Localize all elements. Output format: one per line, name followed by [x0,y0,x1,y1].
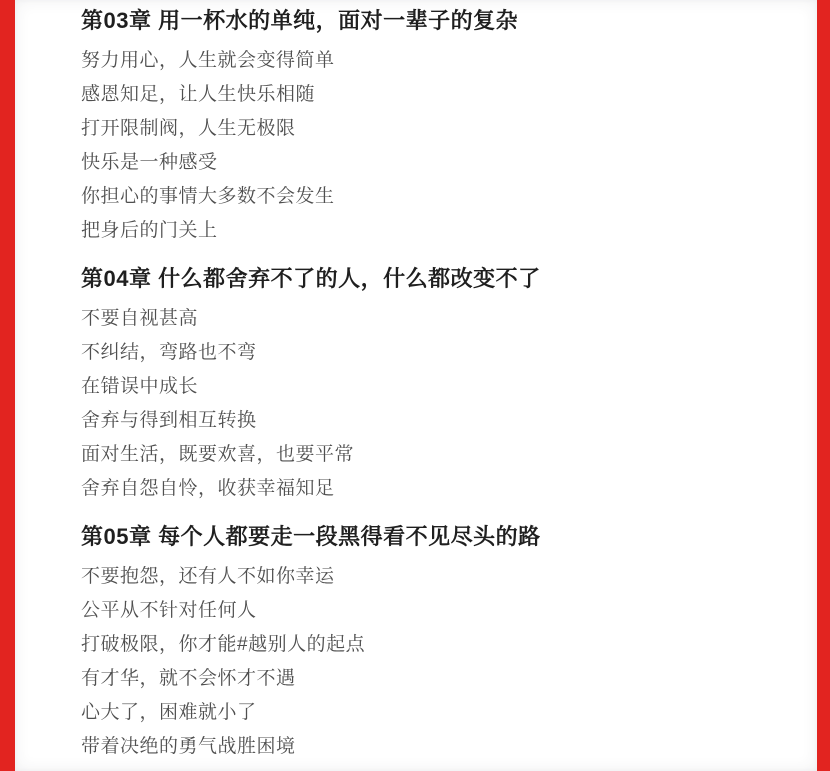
chapter-section-03 [81,5,793,248]
right-red-sidebar [817,0,830,771]
toc-item: 不要自视甚高 [81,308,199,329]
toc-item: 努力用心，人生就会变得简单 [81,50,335,71]
toc-item: 有才华，就不会怀才不遇 [81,668,296,689]
toc-item: 公平从不针对任何人 [81,600,257,621]
toc-content-card [15,0,817,771]
chapter-title: 第03章 用一杯水的单纯，面对一辈子的复杂 [81,8,519,33]
toc-item: 把身后的门关上 [81,220,218,241]
toc-item: 舍弃自怨自怜，收获幸福知足 [81,478,335,499]
toc-item: 舍弃与得到相互转换 [81,410,257,431]
toc-item: 在错误中成长 [81,376,199,397]
toc-item: 感恩知足，让人生快乐相随 [81,84,316,105]
toc-item: 打破极限，你才能#越别人的起点 [81,634,366,655]
toc-item: 不要抱怨，还有人不如你幸运 [81,566,335,587]
chapter-section-05 [81,521,793,764]
toc-item: 带着决绝的勇气战胜困境 [81,736,296,757]
toc-item: 快乐是一种感受 [81,152,218,173]
toc-item: 打开限制阀，人生无极限 [81,118,296,139]
toc-item: 面对生活，既要欢喜，也要平常 [81,444,355,465]
left-red-sidebar [0,0,15,771]
chapter-title: 第05章 每个人都要走一段黑得看不见尽头的路 [81,524,541,549]
chapter-section-04 [81,263,793,506]
chapter-title: 第04章 什么都舍弃不了的人，什么都改变不了 [81,266,541,291]
toc-item: 心大了，困难就小了 [81,702,257,723]
toc-item: 不纠结，弯路也不弯 [81,342,257,363]
toc-item: 你担心的事情大多数不会发生 [81,186,335,207]
